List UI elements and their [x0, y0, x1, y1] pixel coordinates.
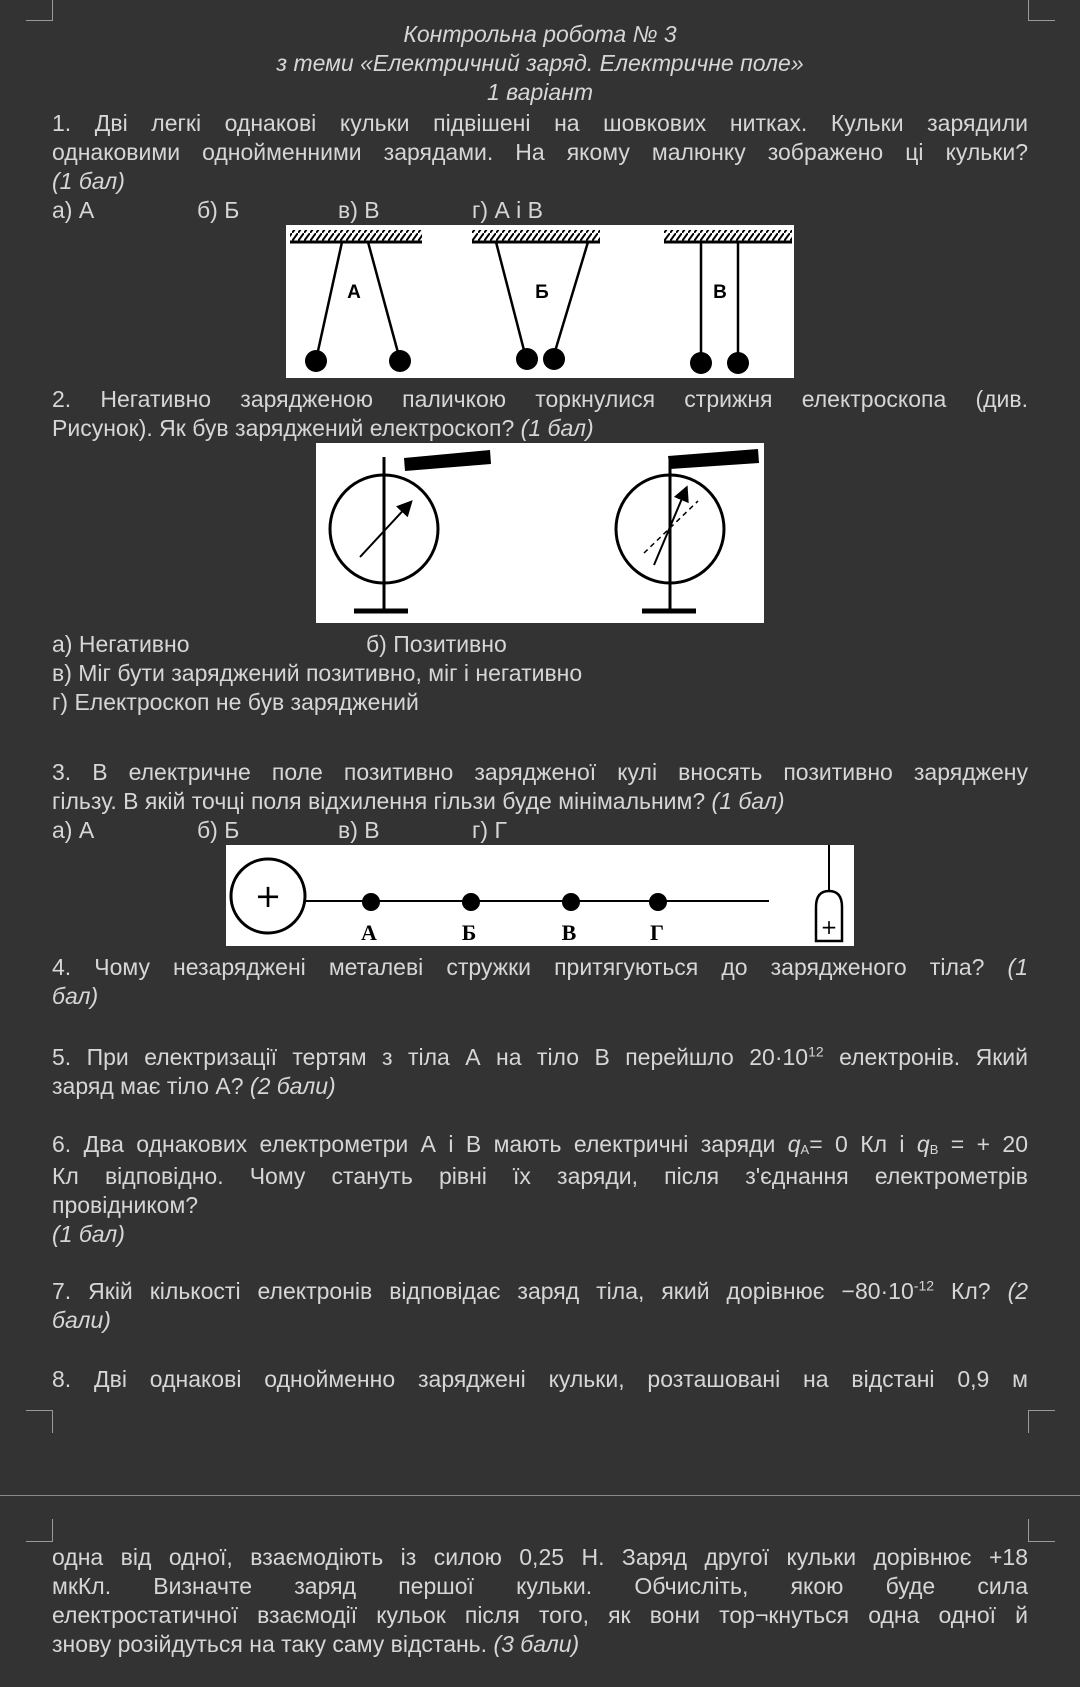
question-text: гільзу. В якій точці поля відхилення гільзи буде мінімальним?	[52, 788, 706, 814]
answer-option: в) В	[338, 197, 380, 223]
page-separator	[0, 1495, 1080, 1496]
answer-option: в) В	[338, 817, 380, 843]
question-points: (1 бал)	[52, 1221, 125, 1247]
charged-stick	[668, 449, 759, 469]
answer-option: г) Г	[472, 817, 507, 843]
thread	[496, 242, 526, 358]
question-2	[52, 385, 1028, 443]
question-text: 1. Дві легкі однакові кульки підвішені на шовкових нитках. Кульки зарядили	[52, 110, 1028, 136]
field-point	[462, 893, 480, 911]
answer-option: а) А	[52, 817, 95, 843]
page-corner-mark	[26, 1410, 53, 1433]
field-point	[362, 893, 380, 911]
question-text: однаковими однойменними зарядами. На якому малюнку зображено ці кульки?	[52, 139, 1028, 165]
figure-electroscopes	[316, 443, 764, 623]
question-points: (1 бал)	[52, 168, 125, 194]
answer-option: а) А	[52, 197, 95, 223]
answer-option: а) Негативно	[52, 631, 190, 657]
page-corner-mark	[1028, 0, 1055, 21]
exponent: 12	[808, 1043, 824, 1060]
document-title: Контрольна робота № 3	[403, 21, 677, 47]
question-text: 8. Дві однакові однойменно заряджені кульки, розташовані на відстані 0,9 м	[52, 1366, 1028, 1392]
document-header	[0, 20, 1080, 107]
point-label: В	[561, 920, 577, 945]
suspended-balls-drawing	[286, 225, 794, 378]
figure-label-a: А	[347, 282, 361, 303]
question-text: 5. При електризації тертям з тіла А на тіло В перейшло 20·10	[52, 1044, 809, 1070]
thread	[553, 242, 588, 358]
question-text: Кл відповідно. Чому стануть рівні їх заряди, після з'єднання електрометрів	[52, 1163, 1028, 1189]
question-text: знову розійдуться на таку саму відстань.	[52, 1631, 488, 1657]
page-corner-mark	[26, 1519, 53, 1542]
question-text: 7. Якій кількості електронів відповідає заряд тіла, який дорівнює −80·10	[52, 1278, 914, 1304]
question-points: (1 бал)	[711, 788, 785, 814]
ball	[305, 350, 327, 372]
figure-suspended-balls	[286, 225, 794, 378]
ceiling-hatch	[472, 230, 600, 241]
question-4	[52, 953, 1028, 1011]
question-text: 6. Два однакових електрометри А і В мають електричні заряди	[52, 1131, 788, 1157]
thread	[316, 242, 342, 360]
question-points: (1	[1007, 954, 1028, 980]
electroscopes-drawing	[316, 443, 764, 623]
question-8-continued	[52, 1543, 1028, 1659]
question-text: заряд має тіло А?	[52, 1073, 244, 1099]
page-corner-mark	[1028, 1519, 1055, 1542]
question-text: Рисунок). Як був заряджений електроскоп?	[52, 415, 515, 441]
charge-subscript: A	[800, 1142, 810, 1157]
question-text: 2. Негативно зарядженою паличкою торкнулися стрижня електроскопа (див.	[52, 386, 1028, 412]
charge-subscript: B	[929, 1142, 939, 1157]
answer-option: г) Електроскоп не був заряджений	[52, 689, 419, 715]
figure-field-points	[226, 845, 854, 946]
charge-symbol: q	[787, 1131, 801, 1157]
figure-label-b: Б	[535, 282, 549, 303]
answer-option: б) Позитивно	[366, 631, 507, 657]
question-text: Кл?	[934, 1278, 1008, 1304]
ceiling-hatch	[664, 230, 792, 241]
field-point	[649, 893, 667, 911]
question-text: = 0 Кл і	[809, 1131, 917, 1157]
sleeve-charge-sign: +	[820, 915, 838, 939]
page-corner-mark	[1028, 1410, 1055, 1433]
question-text: = + 20	[938, 1131, 1028, 1157]
ball	[690, 352, 712, 374]
point-label: Г	[650, 920, 664, 945]
question-1	[52, 109, 1028, 196]
point-label: Б	[461, 920, 477, 945]
ball	[516, 348, 538, 370]
point-label: А	[361, 920, 377, 945]
question-text: 4. Чому незаряджені металеві стружки притягуються до зарядженого тіла?	[52, 954, 985, 980]
question-5	[52, 1043, 1028, 1101]
sphere-charge-sign: +	[254, 877, 282, 915]
answer-option: г) А і В	[472, 197, 544, 223]
exponent: -12	[913, 1277, 935, 1294]
question-7	[52, 1277, 1028, 1335]
ball	[727, 352, 749, 374]
question-points: бал)	[52, 983, 99, 1009]
figure-label-c: В	[713, 282, 727, 303]
charged-stick	[404, 450, 491, 471]
ball	[543, 348, 565, 370]
question-6	[52, 1130, 1028, 1249]
question-text: електронів. Який	[823, 1044, 1028, 1070]
question-text: електростатичної взаємодії кульок після того, як вони тор¬кнуться одна одної й	[52, 1602, 1028, 1628]
ball	[389, 350, 411, 372]
thread	[368, 242, 400, 360]
variant-label: 1 варіант	[487, 79, 593, 105]
ceiling-hatch	[290, 230, 422, 241]
question-points: (1 бал)	[520, 415, 594, 441]
question-3	[52, 758, 1028, 816]
question-8	[52, 1365, 1028, 1394]
document-subtitle: з теми «Електричний заряд. Електричне поле»	[276, 50, 804, 76]
answer-option: в) Міг бути заряджений позитивно, міг і негативно	[52, 660, 583, 686]
question-text: провідником?	[52, 1192, 199, 1218]
field-points-drawing	[226, 845, 854, 946]
question-points: (3 бали)	[493, 1631, 580, 1657]
question-text: 3. В електричне поле позитивно зарядженої кулі вносять позитивно заряджену	[52, 759, 1028, 785]
field-point	[562, 893, 580, 911]
question-text: мкКл. Визначте заряд першої кульки. Обчисліть, якою буде сила	[52, 1573, 1028, 1599]
question-points: бали)	[52, 1307, 111, 1333]
answer-option: б) Б	[197, 197, 240, 223]
answer-option: б) Б	[197, 817, 240, 843]
question-text: одна від одної, взаємодіють із силою 0,25 Н. Заряд другої кульки дорівнює +18	[52, 1544, 1028, 1570]
charge-symbol: q	[916, 1131, 930, 1157]
page-2	[0, 1497, 1080, 1687]
question-points: (2	[1007, 1278, 1029, 1304]
page-corner-mark	[26, 0, 53, 21]
question-points: (2 бали)	[249, 1073, 336, 1099]
